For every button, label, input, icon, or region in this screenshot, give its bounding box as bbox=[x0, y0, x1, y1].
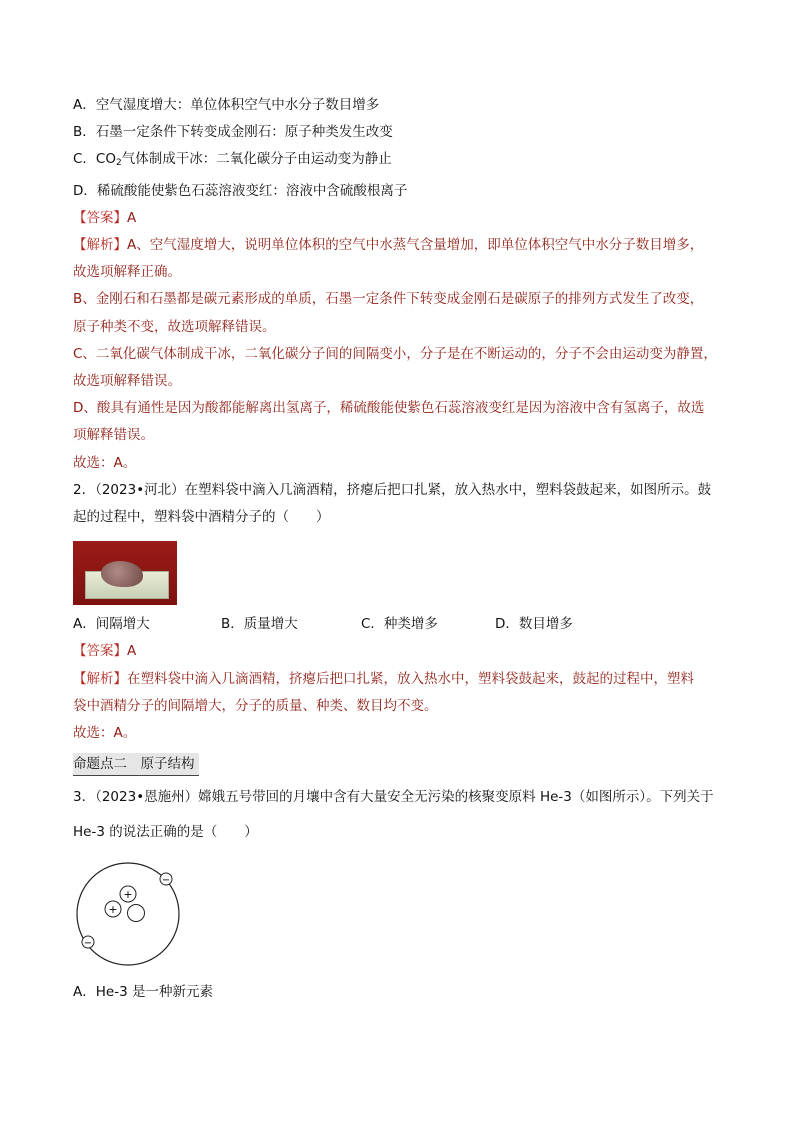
q1-analysis-line-7: D、酸具有通性是因为酸都能解离出氢离子，稀硫酸能使紫色石蕊溶液变红是因为溶液中含有氢离子，故选 bbox=[73, 400, 705, 417]
q2-conclusion: 故选：A。 bbox=[73, 725, 137, 742]
electron-1-sign: − bbox=[161, 874, 171, 886]
q2-option-a: A．间隔增大 bbox=[73, 616, 150, 633]
q1-option-d: D．稀硫酸能使紫色石蕊溶液变红：溶液中含硫酸根离子 bbox=[73, 182, 408, 199]
q2-stem-line-2: 起的过程中，塑料袋中酒精分子的（ ） bbox=[73, 509, 330, 526]
q1-option-c bbox=[73, 146, 733, 177]
neutron bbox=[128, 904, 145, 921]
q1-option-c-suffix: 气体制成干冰：二氧化碳分子由运动变为静止 bbox=[121, 151, 392, 168]
q2-options bbox=[73, 611, 733, 638]
q3-stem-line-1: 3．（2023•恩施州）嫦娥五号带回的月壤中含有大量安全无污染的核聚变原料 He-3（如图所示）。下列关于 bbox=[73, 789, 714, 806]
q1-analysis-line-2: 故选项解释正确。 bbox=[73, 264, 181, 281]
document-page bbox=[73, 92, 733, 1006]
q1-conclusion: 故选：A。 bbox=[73, 454, 137, 471]
q1-analysis-line-6: 故选项解释错误。 bbox=[73, 373, 181, 390]
electron-2-sign: − bbox=[83, 937, 93, 949]
q1-option-b: B．石墨一定条件下转变成金刚石：原子种类发生改变 bbox=[73, 124, 393, 141]
q1-analysis-line-8: 项解释错误。 bbox=[73, 427, 154, 444]
answer-tag: 【答案】 bbox=[73, 643, 127, 660]
helium-3-atom-diagram bbox=[73, 859, 183, 969]
q1-option-c-subscript: 2 bbox=[115, 158, 122, 169]
proton-2-sign: + bbox=[108, 902, 118, 916]
q2-option-b: B．质量增大 bbox=[221, 616, 298, 633]
q1-analysis-line-4: 原子种类不变，故选项解释错误。 bbox=[73, 318, 276, 335]
answer-value: A bbox=[127, 643, 137, 660]
q1-analysis-line-1: 【解析】A、空气湿度增大，说明单位体积的空气中水蒸气含量增加，即单位体积空气中水分子数目增多， bbox=[73, 237, 704, 254]
q2-option-d: D．数目增多 bbox=[495, 616, 573, 633]
q3-stem-line-2: He-3 的说法正确的是（ ） bbox=[73, 824, 258, 841]
analysis-tag: 【解析】 bbox=[73, 670, 127, 687]
q1-option-c-prefix: C．CO bbox=[73, 151, 116, 168]
q1-analysis-line-3: B、金刚石和石墨都是碳元素形成的单质，石墨一定条件下转变成金刚石是碳原子的排列方式发生了改变， bbox=[73, 291, 704, 308]
q2-option-c: C．种类增多 bbox=[361, 616, 438, 633]
q2-answer bbox=[73, 638, 733, 665]
proton-1-sign: + bbox=[123, 887, 133, 901]
q1-option-a: A．空气湿度增大：单位体积空气中水分子数目增多 bbox=[73, 97, 380, 113]
q1-analysis-line-5: C、二氧化碳气体制成干冰，二氧化碳分子间的间隔变小，分子是在不断运动的，分子不会由运动变为静置， bbox=[73, 345, 717, 362]
q3-option-a: A．He-3 是一种新元素 bbox=[73, 983, 213, 1000]
answer-value: A bbox=[127, 209, 137, 226]
plastic-bag-photo bbox=[73, 541, 177, 605]
bag-shape bbox=[101, 561, 143, 587]
answer-tag: 【答案】 bbox=[73, 209, 127, 226]
analysis-tag: 【解析】 bbox=[73, 237, 127, 254]
section-title: 命题点二 原子结构 bbox=[73, 753, 199, 776]
q2-analysis-line-2: 袋中酒精分子的间隔增大，分子的质量、种类、数目均不变。 bbox=[73, 697, 438, 714]
q2-analysis-line-1: 【解析】在塑料袋中滴入几滴酒精，挤瘪后把口扎紧，放入热水中，塑料袋鼓起来，鼓起的过程中，塑料 bbox=[73, 670, 694, 687]
q1-answer bbox=[73, 205, 733, 232]
q2-stem-line-1: 2．（2023•河北）在塑料袋中滴入几滴酒精，挤瘪后把口扎紧，放入热水中，塑料袋鼓起来，如图所示。鼓 bbox=[73, 481, 712, 498]
